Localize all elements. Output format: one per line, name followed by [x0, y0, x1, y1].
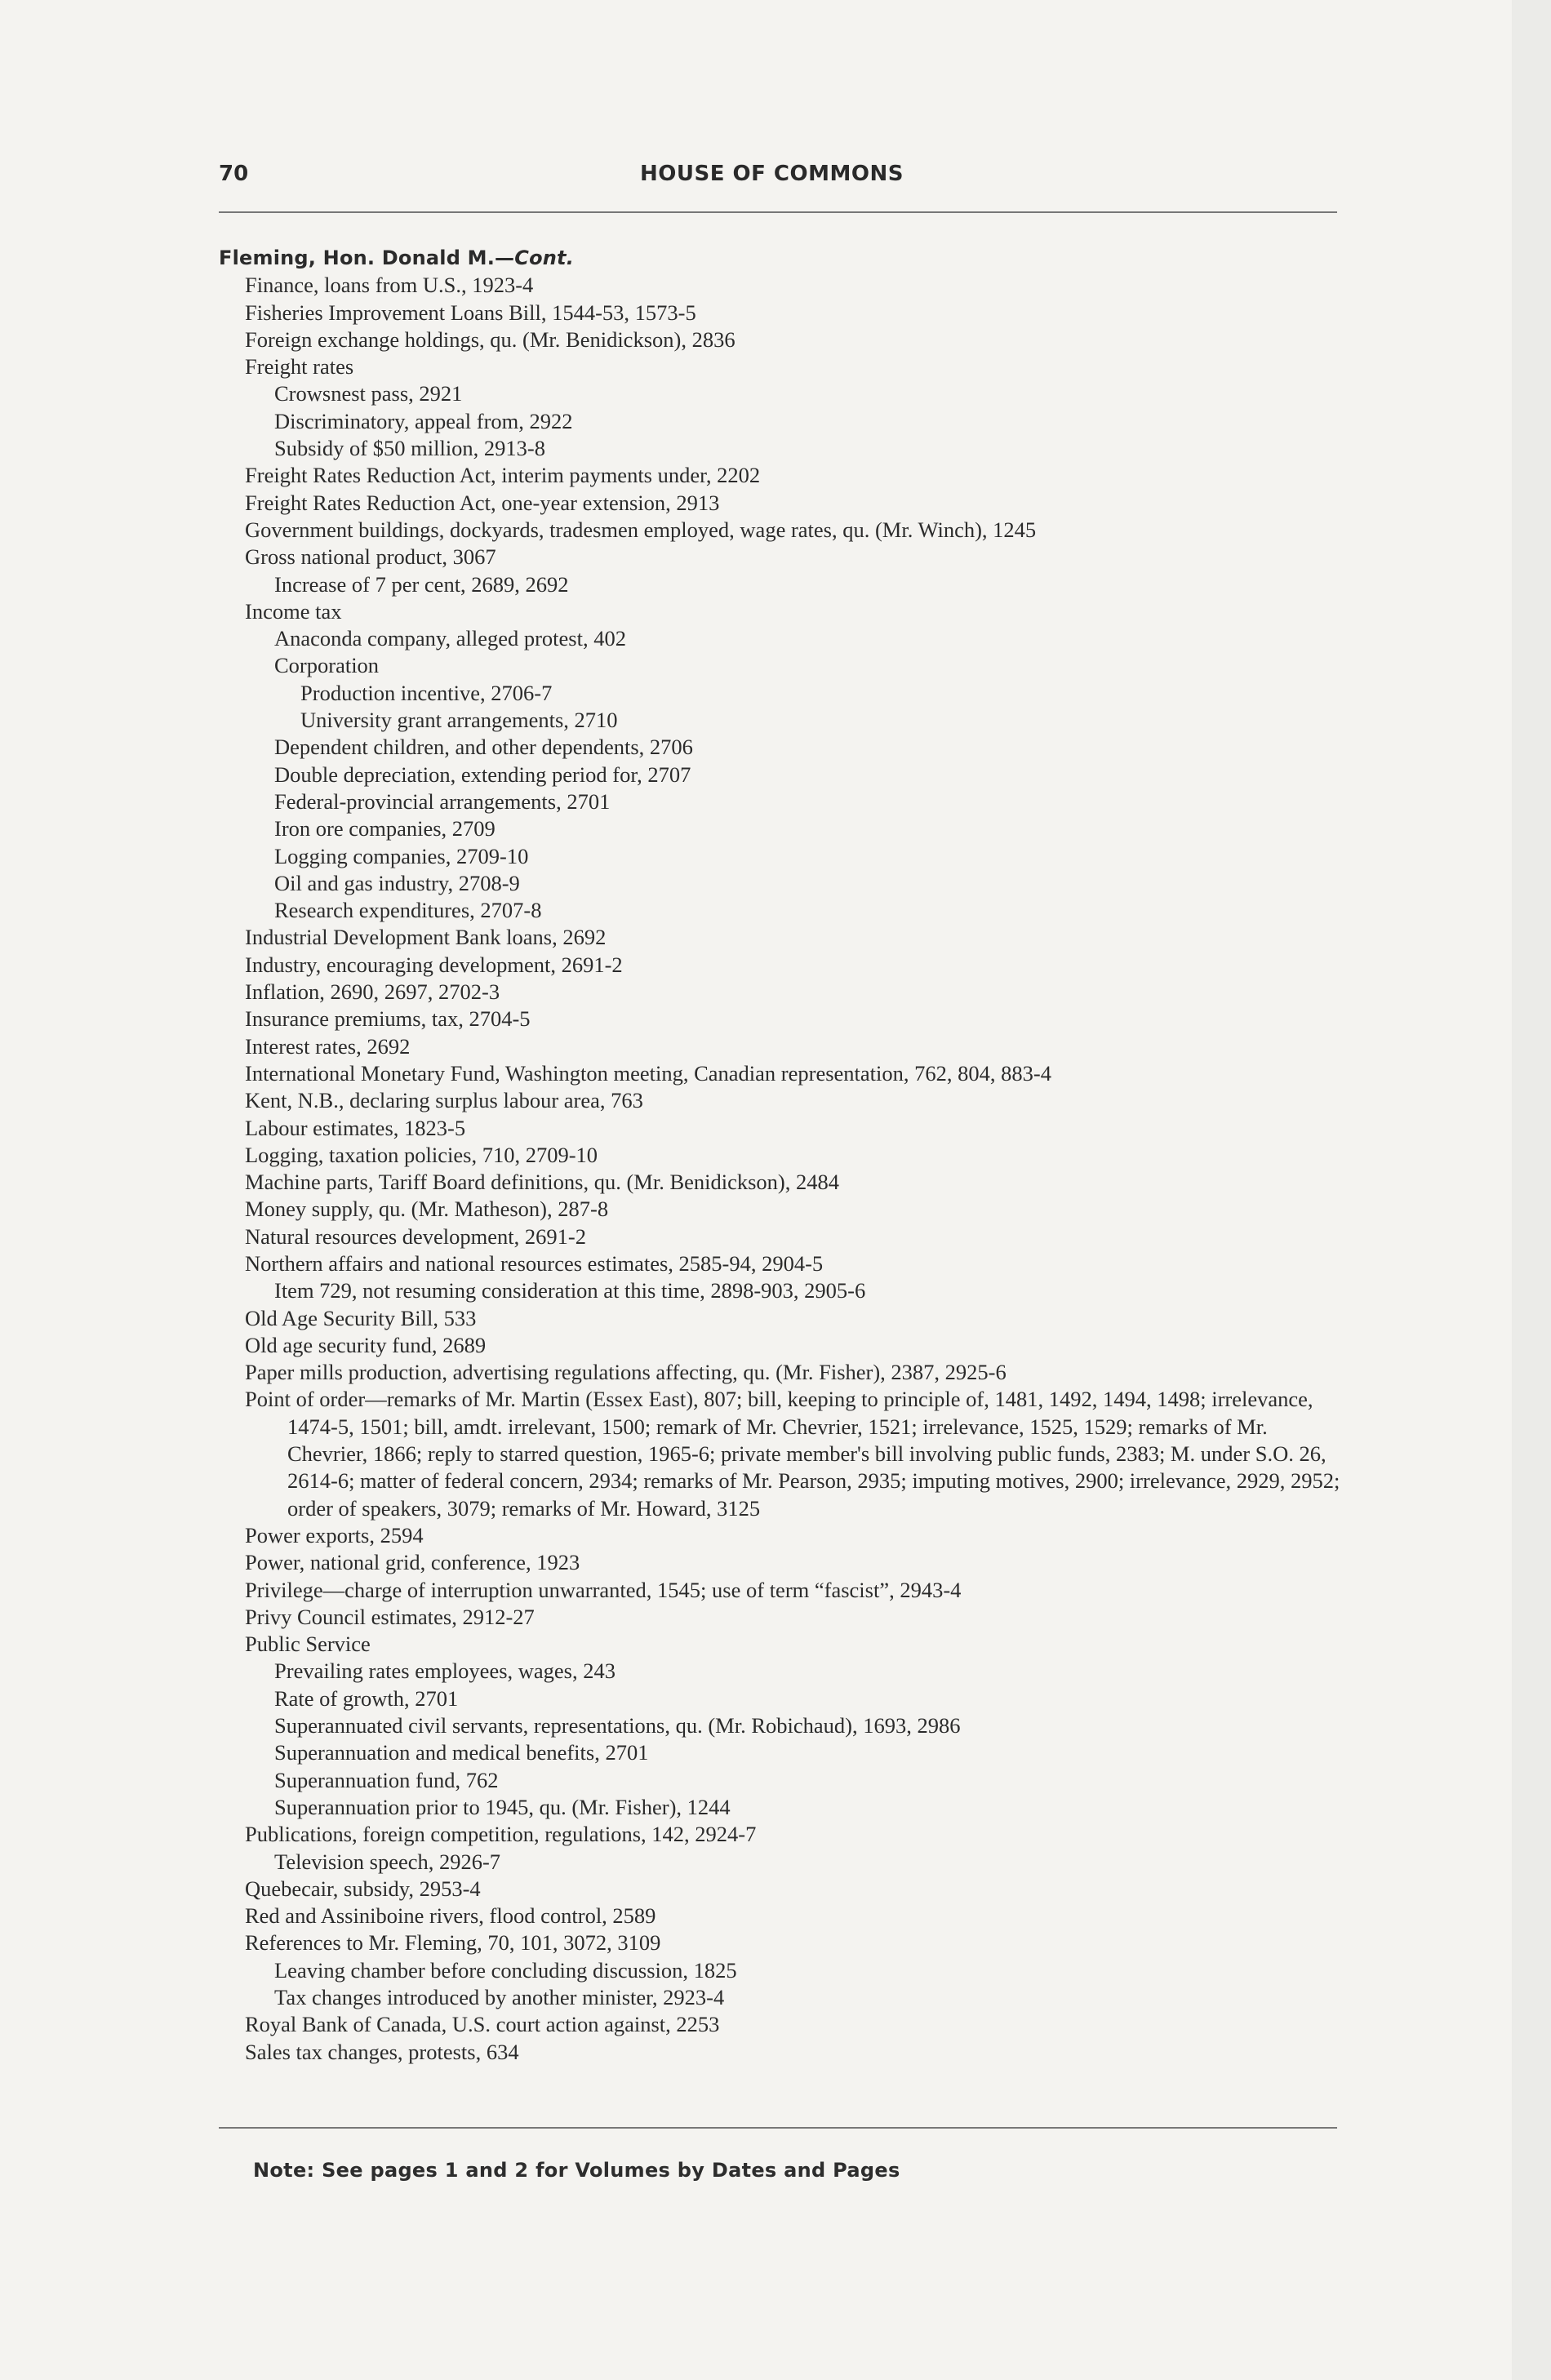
index-subentry: Double depreciation, extending period for, 2707	[274, 762, 691, 787]
index-entry: Industrial Development Bank loans, 2692	[245, 925, 607, 950]
index-entry: Public Service	[245, 1632, 371, 1657]
index-subentry: Anaconda company, alleged protest, 402	[274, 626, 626, 651]
index-entry: Privilege—charge of interruption unwarranted, 1545; use of term “fascist”, 2943-4	[245, 1577, 962, 1602]
index-subentry: Superannuation fund, 762	[274, 1767, 499, 1792]
index-entry: Northern affairs and national resources estimates, 2585-94, 2904-5	[245, 1250, 824, 1276]
index-subentry: Dependent children, and other dependents, 2706	[274, 735, 693, 760]
index-entry: Freight Rates Reduction Act, one-year extension, 2913	[245, 490, 720, 515]
index-entry: Money supply, qu. (Mr. Matheson), 287-8	[245, 1197, 609, 1222]
index-subentry: Superannuation and medical benefits, 2701	[274, 1740, 649, 1765]
index-subentry: Crowsnest pass, 2921	[274, 381, 463, 406]
index-entry: Royal Bank of Canada, U.S. court action against, 2253	[245, 2012, 720, 2037]
index-entry: Inflation, 2690, 2697, 2702-3	[245, 979, 500, 1005]
index-subentry: University grant arrangements, 2710	[300, 708, 618, 733]
index-entry: Publications, foreign competition, regulations, 142, 2924-7	[245, 1822, 757, 1847]
index-entry: Natural resources development, 2691-2	[245, 1223, 586, 1249]
footer-rule	[219, 2127, 1337, 2129]
index-entry: References to Mr. Fleming, 70, 101, 3072, 3109	[245, 1930, 661, 1956]
index-entry: Old Age Security Bill, 533	[245, 1305, 477, 1330]
page-edge	[1512, 0, 1551, 2380]
index-subentry: Superannuated civil servants, representations, qu. (Mr. Robichaud), 1693, 2986	[274, 1713, 961, 1738]
index-entry: Old age security fund, 2689	[245, 1332, 487, 1357]
index-entry: Gross national product, 3067	[245, 544, 496, 570]
index-entry: Labour estimates, 1823-5	[245, 1115, 466, 1140]
index-subentry: Television speech, 2926-7	[274, 1849, 501, 1874]
index-subentry: Oil and gas industry, 2708-9	[274, 870, 520, 895]
index-subentry: Superannuation prior to 1945, qu. (Mr. Fisher), 1244	[274, 1794, 731, 1819]
index-subentry: Tax changes introduced by another minister, 2923-4	[274, 1985, 725, 2009]
index-subentry: Increase of 7 per cent, 2689, 2692	[274, 571, 569, 597]
index-subentry: Leaving chamber before concluding discussion, 1825	[274, 1957, 737, 1983]
page-number: 70	[219, 162, 249, 186]
index-entry: Machine parts, Tariff Board definitions, qu. (Mr. Benidickson), 2484	[245, 1170, 839, 1195]
index-subentry: Federal-provincial arrangements, 2701	[274, 788, 611, 814]
heading-name: Fleming, Hon. Donald M.—	[219, 246, 515, 269]
index-subentry: Corporation	[274, 653, 380, 678]
index-entry: Industry, encouraging development, 2691-2	[245, 952, 623, 977]
index-subentry: Subsidy of $50 million, 2913-8	[274, 436, 546, 461]
index-entry: Income tax	[245, 598, 342, 624]
index-subentry: Iron ore companies, 2709	[274, 816, 496, 841]
index-subentry: Logging companies, 2709-10	[274, 843, 529, 868]
running-title: HOUSE OF COMMONS	[640, 162, 904, 186]
index-entry: Kent, N.B., declaring surplus labour area, 763	[245, 1088, 643, 1113]
index-entry: Sales tax changes, protests, 634	[245, 2039, 519, 2064]
index-entry: Red and Assiniboine rivers, flood control, 2589	[245, 1903, 656, 1929]
index-entry: Freight Rates Reduction Act, interim payments under, 2202	[245, 463, 761, 488]
index-entry: Paper mills production, advertising regulations affecting, qu. (Mr. Fisher), 2387, 2925-6	[245, 1360, 1007, 1385]
heading-continued: Cont.	[514, 246, 575, 269]
index-heading	[219, 245, 1362, 272]
footer-note: Note: See pages 1 and 2 for Volumes by Dates and Pages	[253, 2159, 900, 2182]
index-subentry: Item 729, not resuming consideration at this time, 2898-903, 2905-6	[274, 1278, 866, 1303]
index-entry-multiline: Point of order—remarks of Mr. Martin (Essex East), 807; bill, keeping to principle of, 1481, 1492, 1494, 1498; irrelevance, 1474-5, 1501; bill, amdt. irrelevant, 1500; remark of Mr. Chevrier, 1521; irrelevance, 1525, 1529; remarks of Mr. Chevrier, 1866; reply to starred question, 1965-6; private member's bill involving public funds, 2383; M. under S.O. 26, 2614-6; matter of federal concern, 2934; remarks of Mr. Pearson, 2935; imputing motives, 2900; irrelevance, 2929, 2952; order of speakers, 3079; remarks of Mr. Howard, 3125	[245, 1387, 1340, 1521]
index-entry: Government buildings, dockyards, tradesmen employed, wage rates, qu. (Mr. Winch), 1245	[245, 517, 1037, 542]
index-entry: Quebecair, subsidy, 2953-4	[245, 1876, 481, 1901]
index-subentry: Discriminatory, appeal from, 2922	[274, 408, 573, 433]
index-entry: International Monetary Fund, Washington meeting, Canadian representation, 762, 804, 883-4	[245, 1060, 1051, 1086]
index-entry: Fisheries Improvement Loans Bill, 1544-53, 1573-5	[245, 300, 696, 325]
index-subentry: Rate of growth, 2701	[274, 1685, 459, 1711]
index-entry: Finance, loans from U.S., 1923-4	[245, 273, 534, 298]
index-entry: Privy Council estimates, 2912-27	[245, 1604, 535, 1629]
index-entry: Power exports, 2594	[245, 1522, 424, 1547]
index-entry: Power, national grid, conference, 1923	[245, 1550, 580, 1575]
index-subentry: Research expenditures, 2707-8	[274, 898, 542, 923]
page-header	[219, 162, 1337, 194]
header-rule	[219, 211, 1337, 213]
index-entry: Logging, taxation policies, 710, 2709-10	[245, 1142, 598, 1167]
index-entry: Interest rates, 2692	[245, 1033, 411, 1059]
index-body	[219, 245, 1362, 2066]
index-subentry: Production incentive, 2706-7	[300, 680, 553, 705]
index-entry: Insurance premiums, tax, 2704-5	[245, 1006, 531, 1032]
index-entry: Foreign exchange holdings, qu. (Mr. Benidickson), 2836	[245, 326, 736, 352]
index-subentry: Prevailing rates employees, wages, 243	[274, 1658, 616, 1684]
index-entry: Freight rates	[245, 354, 354, 380]
